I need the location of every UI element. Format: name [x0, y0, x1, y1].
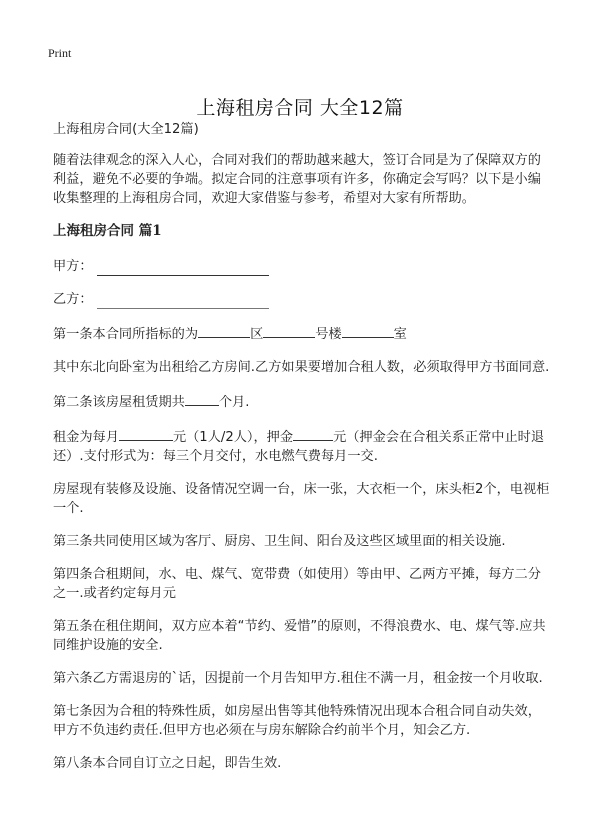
rent-clause [53, 426, 553, 466]
rent-amount-blank [119, 426, 173, 441]
article-8: 第八条本合同自订立之日起，即告生效. [53, 756, 282, 771]
party-a-row [53, 257, 553, 276]
article-1-room-label: 室 [393, 327, 407, 342]
article-1-text: 第一条本合同所指标的为 [53, 327, 199, 342]
room-blank [342, 323, 394, 338]
article-1-building-label: 号楼 [315, 327, 342, 342]
article-1-district-label: 区 [250, 327, 264, 342]
party-b-label: 乙方： [53, 292, 93, 307]
article-6: 第六条乙方需退房的`话，因提前一个月告知甲方.租住不满一月，租金按一个月收取. [53, 671, 543, 686]
party-a-label: 甲方： [53, 259, 93, 274]
building-blank [263, 323, 315, 338]
rent-payment-text: 元（押金会在合租关系正常中止时退还）.支付形式为：每三个月交付，水电燃气费每月一交. [53, 430, 545, 464]
party-b-row [53, 290, 553, 309]
rent-deposit-text: 元（1人/2人），押金 [172, 430, 294, 445]
article-4: 第四条合租期间，水、电、煤气、宽带费（如使用）等由甲、乙两方平摊，每方二分之一.或者约定每月元 [53, 567, 541, 601]
district-blank [198, 323, 250, 338]
document-subtitle: 上海租房合同(大全12篇) [53, 122, 199, 137]
facilities-clause: 房屋现有装修及设施、设备情况空调一台，床一张，大衣柜一个，床头柜2个，电视柜一个. [53, 482, 550, 516]
article-3: 第三条共同使用区域为客厅、厨房、卫生间、阳台及这些区域里面的相关设施. [53, 534, 506, 549]
party-b-blank-line [97, 294, 269, 309]
article-2-months-label: 个月. [218, 395, 250, 410]
intro-paragraph: 随着法律观念的深入人心，合同对我们的帮助越来越大，签订合同是为了保障双方的利益，避免不必要的争端。拟定合同的注意事项有许多，你确定会写吗？以下是小编收集整理的上海租房合同，欢迎大家借鉴与参考，希望对大家有所帮助。 [53, 153, 541, 206]
months-blank [185, 391, 219, 406]
deposit-amount-blank [293, 426, 333, 441]
article-7: 第七条因为合租的特殊性质，如房屋出售等其他特殊情况出现本合租合同自动失效，甲方不负违约责任.但甲方也必须在与房东解除合约前半个月，知会乙方. [53, 704, 541, 738]
document-body [53, 120, 553, 787]
article-2 [53, 391, 553, 412]
article-1 [53, 323, 553, 344]
article-2-text: 第二条该房屋租赁期共 [53, 395, 185, 410]
section-heading: 上海租房合同 篇1 [53, 223, 162, 239]
rent-text: 租金为每月 [53, 430, 119, 445]
room-note: 其中东北向卧室为出租给乙方房间.乙方如果要增加合租人数，必须取得甲方书面同意. [53, 360, 550, 375]
print-label[interactable]: Print [48, 46, 72, 60]
party-a-blank-line [97, 261, 269, 276]
article-5: 第五条在租住期间，双方应本着“节约、爱惜”的原则，不得浪费水、电、煤气等.应共同维护设施的安全. [53, 619, 546, 653]
document-title: 上海租房合同 大全12篇 [196, 96, 404, 119]
